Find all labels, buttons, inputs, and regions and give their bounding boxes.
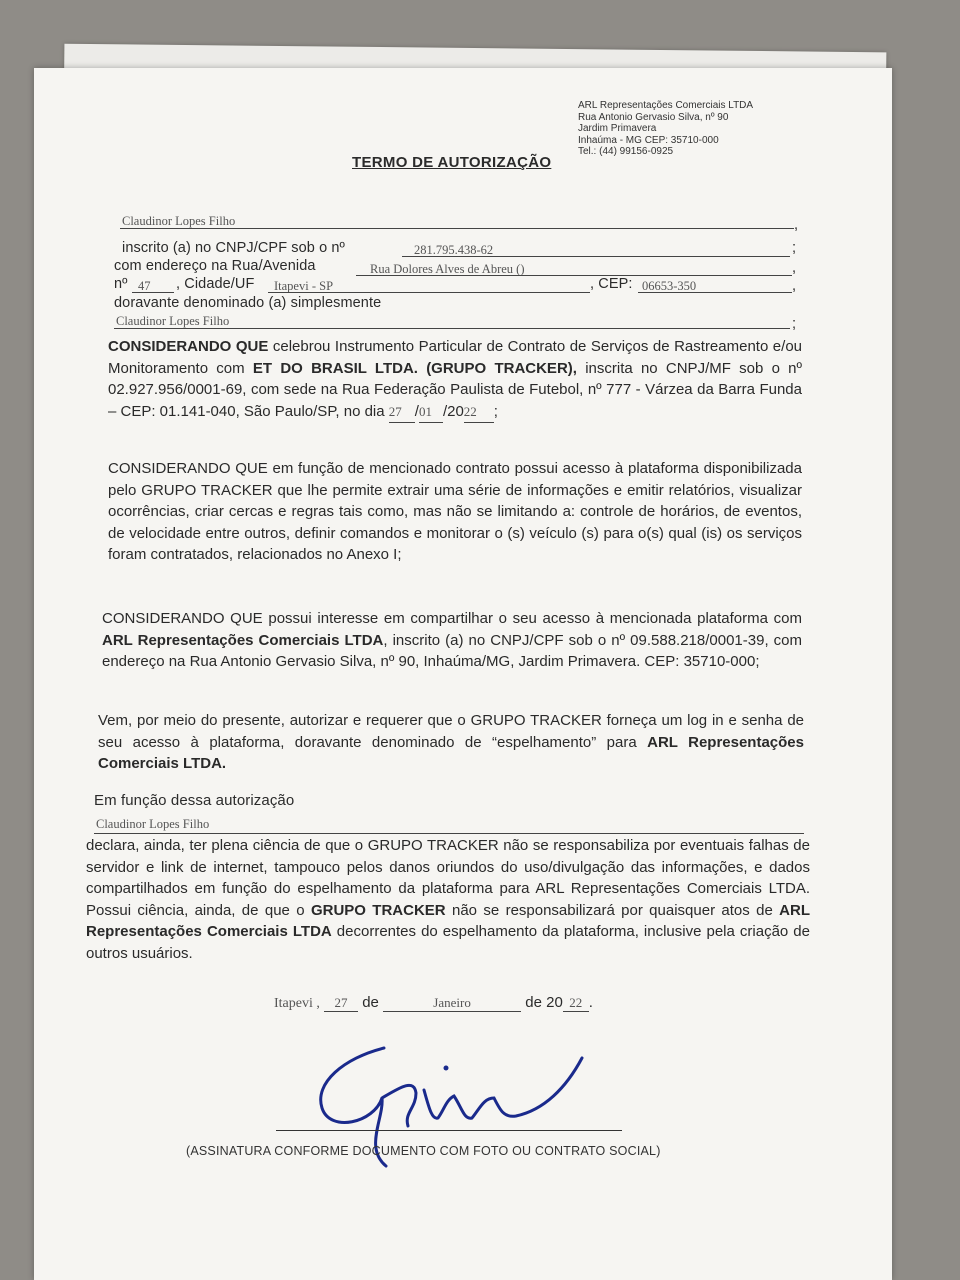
p1-year: 22 <box>464 401 494 424</box>
company-street: Rua Antonio Gervasio Silva, nº 90 <box>578 111 729 123</box>
p1-company: ET DO BRASIL LTDA. (GRUPO TRACKER), <box>252 359 577 377</box>
name-line <box>120 228 794 229</box>
p5-intro: Em função dessa autorização <box>94 792 295 809</box>
date-month: Janeiro <box>383 995 521 1012</box>
number-value: 47 <box>138 279 151 293</box>
cep-value: 06653-350 <box>642 279 697 293</box>
signature-line <box>276 1130 622 1131</box>
city-label: , Cidade/UF <box>176 276 255 292</box>
p3-text-b: , inscrito (a) no CNPJ/CPF sob o nº 09.588.218/0001-39, com endereço na Rua Antonio Gervasio Silva, nº 90, Inhaúma/MG, Jardim Primavera. CEP: 35710-000; <box>102 631 802 670</box>
cep-label: , CEP: <box>590 276 633 292</box>
company-district: Jardim Primavera <box>578 123 657 134</box>
company-phone: Tel.: (44) 99156-0925 <box>578 146 674 157</box>
p5-text-c: decorrentes do espelhamento da plataforma, inclusive pela criação de outros usuários. <box>86 923 810 962</box>
denominated-semicolon: ; <box>792 316 797 332</box>
name-value: Claudinor Lopes Filho <box>122 214 236 228</box>
city-line <box>268 292 590 293</box>
p5-name-line <box>94 833 804 834</box>
date-city: Itapevi , <box>274 996 320 1011</box>
p1-year-prefix: /20 <box>442 402 464 420</box>
cnpj-value: 281.795.438-62 <box>414 243 494 257</box>
p5-name-value: Claudinor Lopes Filho <box>96 817 210 831</box>
date-year: 22 <box>563 995 589 1012</box>
paragraph-3 <box>102 608 802 673</box>
paragraph-4 <box>98 710 804 775</box>
denominated-value: Claudinor Lopes Filho <box>116 314 230 328</box>
address-line <box>356 275 792 276</box>
p4-company: ARL Representações Comerciais LTDA. <box>98 733 804 772</box>
p3-text-a: CONSIDERANDO QUE possui interesse em compartilhar o seu acesso à mencionada plataforma com <box>102 610 802 627</box>
date-de-2: de 20 <box>525 994 563 1011</box>
company-name: ARL Representações Comerciais LTDA <box>578 100 754 111</box>
address-value: Rua Dolores Alves de Abreu () <box>370 262 525 276</box>
p5-text-a: declara, ainda, ter plena ciência de que o GRUPO TRACKER não se responsabiliza por eventuais falhas de servidor e link de internet, tampouco pelos danos oriundos do uso/divulgação das informações, e dados compartilhados em função do espelhamento da plataforma para ARL Representações Comerciais LTDA. Possui ciência, ainda, de que o <box>86 837 810 919</box>
p3-company: ARL Representações Comerciais LTDA <box>102 631 384 649</box>
address-label: com endereço na Rua/Avenida <box>114 258 316 274</box>
date-de-1: de <box>362 994 379 1011</box>
document-page <box>34 68 892 1280</box>
company-city-cep: Inhaúma - MG CEP: 35710-000 <box>578 134 719 146</box>
paragraph-5 <box>86 835 810 964</box>
p1-text-b: inscrita no CNPJ/MF sob o nº 02.927.956/0001-69, com sede na Rua Federação Paulista de Futebol, nº 777 - Várzea da Barra Funda – CEP: 01.141-040, São Paulo/SP, no dia <box>108 359 802 420</box>
cnpj-line <box>402 256 790 257</box>
company-address-block <box>578 100 838 158</box>
address-comma: , <box>792 260 797 276</box>
p5-company: ARL Representações Comerciais LTDA <box>86 901 810 940</box>
number-line <box>132 292 174 293</box>
p5-text-b: não se responsabilizará por quaisquer atos de <box>445 901 780 919</box>
date-line <box>274 994 593 1012</box>
p4-text-a: Vem, por meio do presente, autorizar e requerer que o GRUPO TRACKER forneça um log in e senha de seu acesso à plataforma, doravante denominado de “espelhamento” para <box>98 712 804 751</box>
p1-month: 01 <box>419 401 443 424</box>
cnpj-label: inscrito (a) no CNPJ/CPF sob o nº <box>122 240 345 256</box>
paragraph-1 <box>108 336 802 423</box>
document-title: TERMO DE AUTORIZAÇÃO <box>352 154 552 171</box>
name-comma: , <box>794 217 799 233</box>
signature-caption: (ASSINATURA CONFORME DOCUMENTO COM FOTO OU CONTRATO SOCIAL) <box>186 1144 661 1158</box>
p1-slash: / <box>414 402 419 420</box>
cep-line <box>638 292 792 293</box>
number-label: nº <box>114 276 128 292</box>
denominated-line <box>114 328 790 329</box>
paragraph-2: CONSIDERANDO QUE em função de mencionado contrato possui acesso à plataforma disponibilizada pelo GRUPO TRACKER que lhe permite extrair uma série de informações e emitir relatórios, visualizar ocorrências, criar cercas e regras tais como, mas não se limitando a: controle de horários, de eventos, de velocidade entre outros, definir comandos e monitorar o (s) veículo (s) para o(s) qual (is) os serviços foram contratados, relacionados no Anexo I; <box>108 460 802 563</box>
p1-lead: CONSIDERANDO QUE <box>108 338 269 355</box>
city-value: Itapevi - SP <box>274 279 334 293</box>
cep-comma: , <box>792 278 797 294</box>
p1-end: ; <box>493 402 498 420</box>
cnpj-semicolon: ; <box>792 240 797 256</box>
p5-tracker: GRUPO TRACKER <box>310 901 446 919</box>
denominated-label: doravante denominado (a) simplesmente <box>114 295 382 311</box>
p1-text-a: celebrou Instrumento Particular de Contrato de Serviços de Rastreamento e/ou Monitoramento com <box>108 338 803 377</box>
date-day: 27 <box>324 995 358 1012</box>
p1-day: 27 <box>389 401 415 424</box>
date-end: . <box>588 994 593 1011</box>
